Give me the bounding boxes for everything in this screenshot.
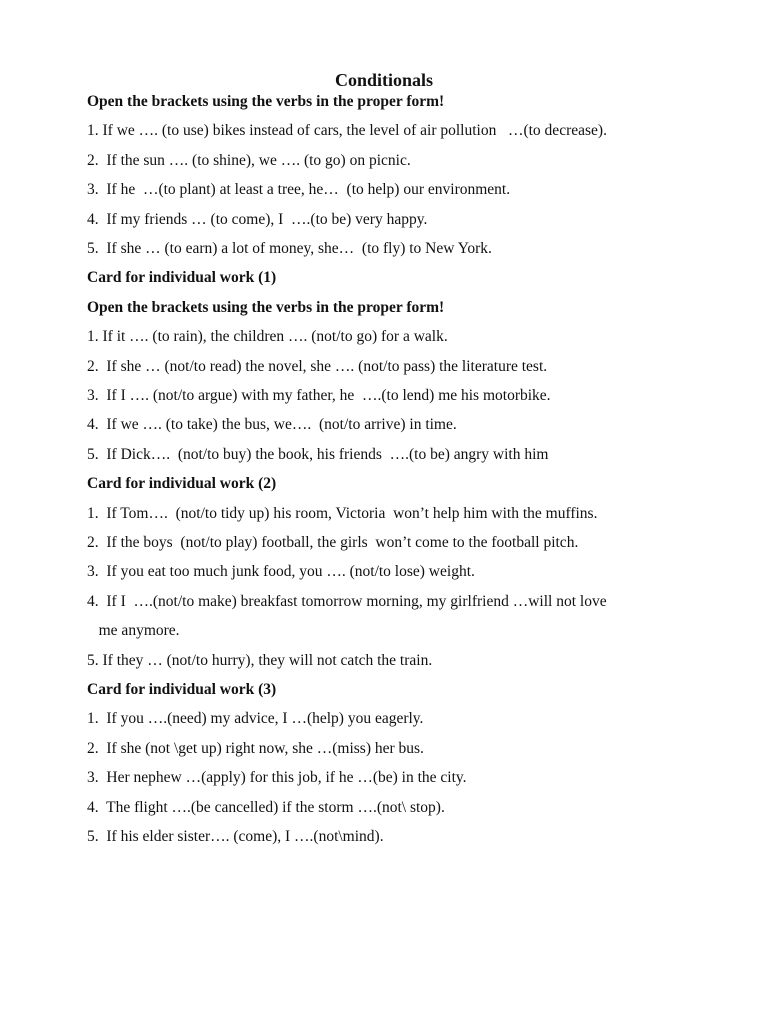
- exercise-line: 4. If we …. (to take) the bus, we…. (not/to arrive) in time.: [87, 416, 457, 434]
- exercise-line: 2. If the boys (not/to play) football, the girls won’t come to the football pitch.: [87, 534, 579, 551]
- exercise-line: 5. If they … (not/to hurry), they will not catch the train.: [87, 651, 433, 669]
- section-heading: Open the brackets using the verbs in the proper form!: [87, 298, 445, 316]
- exercise-line: 1. If you ….(need) my advice, I …(help) you eagerly.: [87, 710, 424, 728]
- exercise-line: 2. If she (not \get up) right now, she …(miss) her bus.: [87, 739, 424, 757]
- section-heading: Card for individual work (1): [87, 269, 277, 287]
- exercise-line: 3. If you eat too much junk food, you …. (not/to lose) weight.: [87, 563, 475, 581]
- exercise-line: 5. If she … (to earn) a lot of money, she… (to fly) to New York.: [87, 240, 492, 257]
- section-heading: Card for individual work (3): [87, 681, 277, 698]
- exercise-line: 4. The flight ….(be cancelled) if the storm ….(not\ stop).: [87, 798, 445, 816]
- exercise-line: me anymore.: [87, 622, 180, 640]
- exercise-line: 3. If I …. (not/to argue) with my father, he ….(to lend) me his motorbike.: [87, 387, 551, 404]
- exercise-line: 1. If we …. (to use) bikes instead of cars, the level of air pollution …(to decrease).: [87, 122, 607, 140]
- exercise-line: 4. If my friends … (to come), I ….(to be) very happy.: [87, 210, 428, 228]
- exercise-line: 3. Her nephew …(apply) for this job, if he …(be) in the city.: [87, 769, 467, 787]
- page-title: Conditionals: [334, 70, 434, 90]
- section-heading: Open the brackets using the verbs in the proper form!: [87, 93, 445, 110]
- exercise-line: 4. If I ….(not/to make) breakfast tomorrow morning, my girlfriend …will not love: [87, 592, 607, 610]
- exercise-line: 5. If his elder sister…. (come), I ….(not\mind).: [87, 828, 384, 845]
- section-heading: Card for individual work (2): [87, 475, 277, 493]
- exercise-line: 2. If the sun …. (to shine), we …. (to go) on picnic.: [87, 151, 411, 169]
- exercise-line: 1. If it …. (to rain), the children …. (not/to go) for a walk.: [87, 328, 448, 346]
- exercise-line: 5. If Dick…. (not/to buy) the book, his friends ….(to be) angry with him: [87, 445, 549, 463]
- exercise-line: 2. If she … (not/to read) the novel, she …. (not/to pass) the literature test.: [87, 357, 548, 375]
- exercise-line: 3. If he …(to plant) at least a tree, he… (to help) our environment.: [87, 181, 511, 199]
- exercise-line: 1. If Tom…. (not/to tidy up) his room, Victoria won’t help him with the muffins.: [87, 504, 598, 522]
